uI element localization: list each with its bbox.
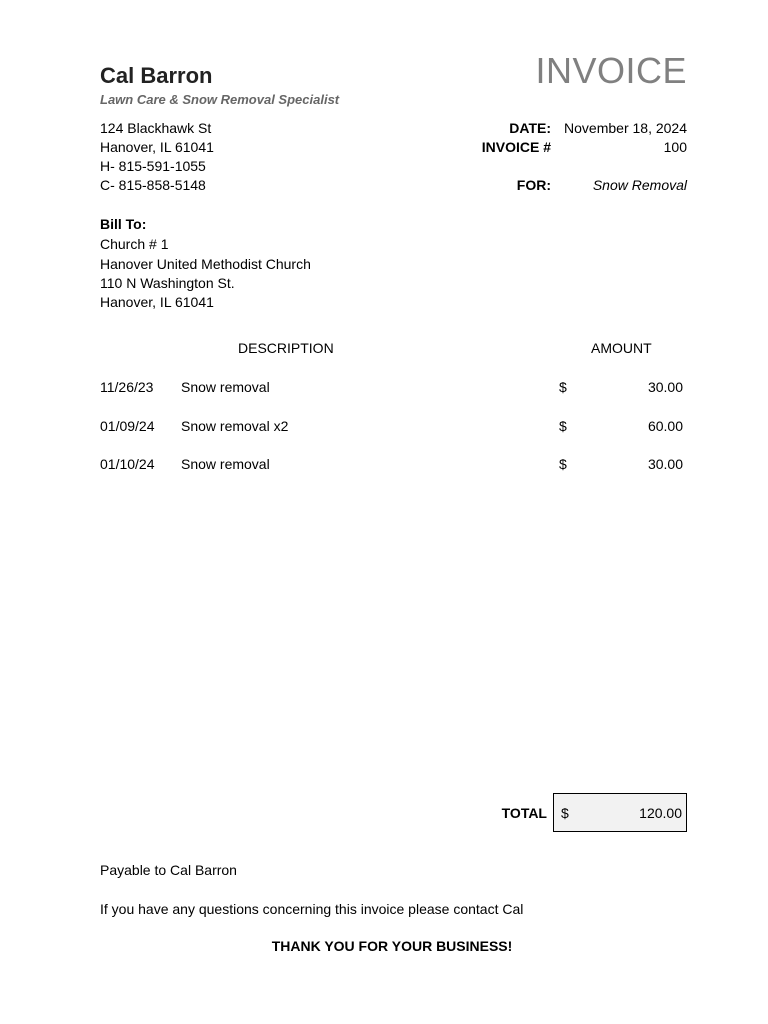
row-currency: $: [559, 456, 567, 472]
for-value: Snow Removal: [592, 177, 687, 193]
row-date: 01/09/24: [100, 418, 155, 434]
bill-to-label: Bill To:: [100, 216, 147, 232]
row-amount: 60.00: [647, 418, 683, 434]
payable-to-text: Payable to Cal Barron: [100, 862, 237, 878]
business-name: Cal Barron: [100, 63, 213, 88]
row-currency: $: [559, 418, 567, 434]
invoice-number-value: 100: [663, 139, 687, 155]
bill-to-line: 110 N Washington St.: [100, 275, 235, 291]
bill-to-line: Hanover United Methodist Church: [100, 256, 311, 272]
sender-street: 124 Blackhawk St: [100, 120, 212, 136]
date-label: DATE:: [509, 120, 551, 136]
row-description: Snow removal: [181, 379, 270, 395]
questions-text: If you have any questions concerning this invoice please contact Cal: [100, 901, 524, 917]
description-header: DESCRIPTION: [238, 340, 334, 356]
row-amount: 30.00: [647, 456, 683, 472]
total-label: TOTAL: [501, 805, 547, 821]
row-amount: 30.00: [647, 379, 683, 395]
invoice-number-label: INVOICE #: [481, 139, 551, 155]
thank-you-text: THANK YOU FOR YOUR BUSINESS!: [271, 938, 513, 954]
for-label: FOR:: [516, 177, 551, 193]
total-amount: 120.00: [639, 805, 682, 821]
row-description: Snow removal: [181, 456, 270, 472]
total-box: [553, 793, 687, 832]
bill-to-line: Hanover, IL 61041: [100, 294, 214, 310]
date-value: November 18, 2024: [564, 120, 687, 136]
business-tagline: Lawn Care & Snow Removal Specialist: [100, 92, 340, 107]
row-currency: $: [559, 379, 567, 395]
bill-to-line: Church # 1: [100, 236, 169, 252]
row-description: Snow removal x2: [181, 418, 289, 434]
sender-home-phone: H- 815-591-1055: [100, 158, 206, 174]
row-date: 11/26/23: [100, 379, 154, 395]
row-date: 01/10/24: [100, 456, 155, 472]
sender-cell-phone: C- 815-858-5148: [100, 177, 206, 193]
invoice-title: INVOICE: [535, 50, 687, 91]
total-currency: $: [561, 805, 569, 821]
sender-city: Hanover, IL 61041: [100, 139, 214, 155]
amount-header: AMOUNT: [591, 340, 652, 356]
